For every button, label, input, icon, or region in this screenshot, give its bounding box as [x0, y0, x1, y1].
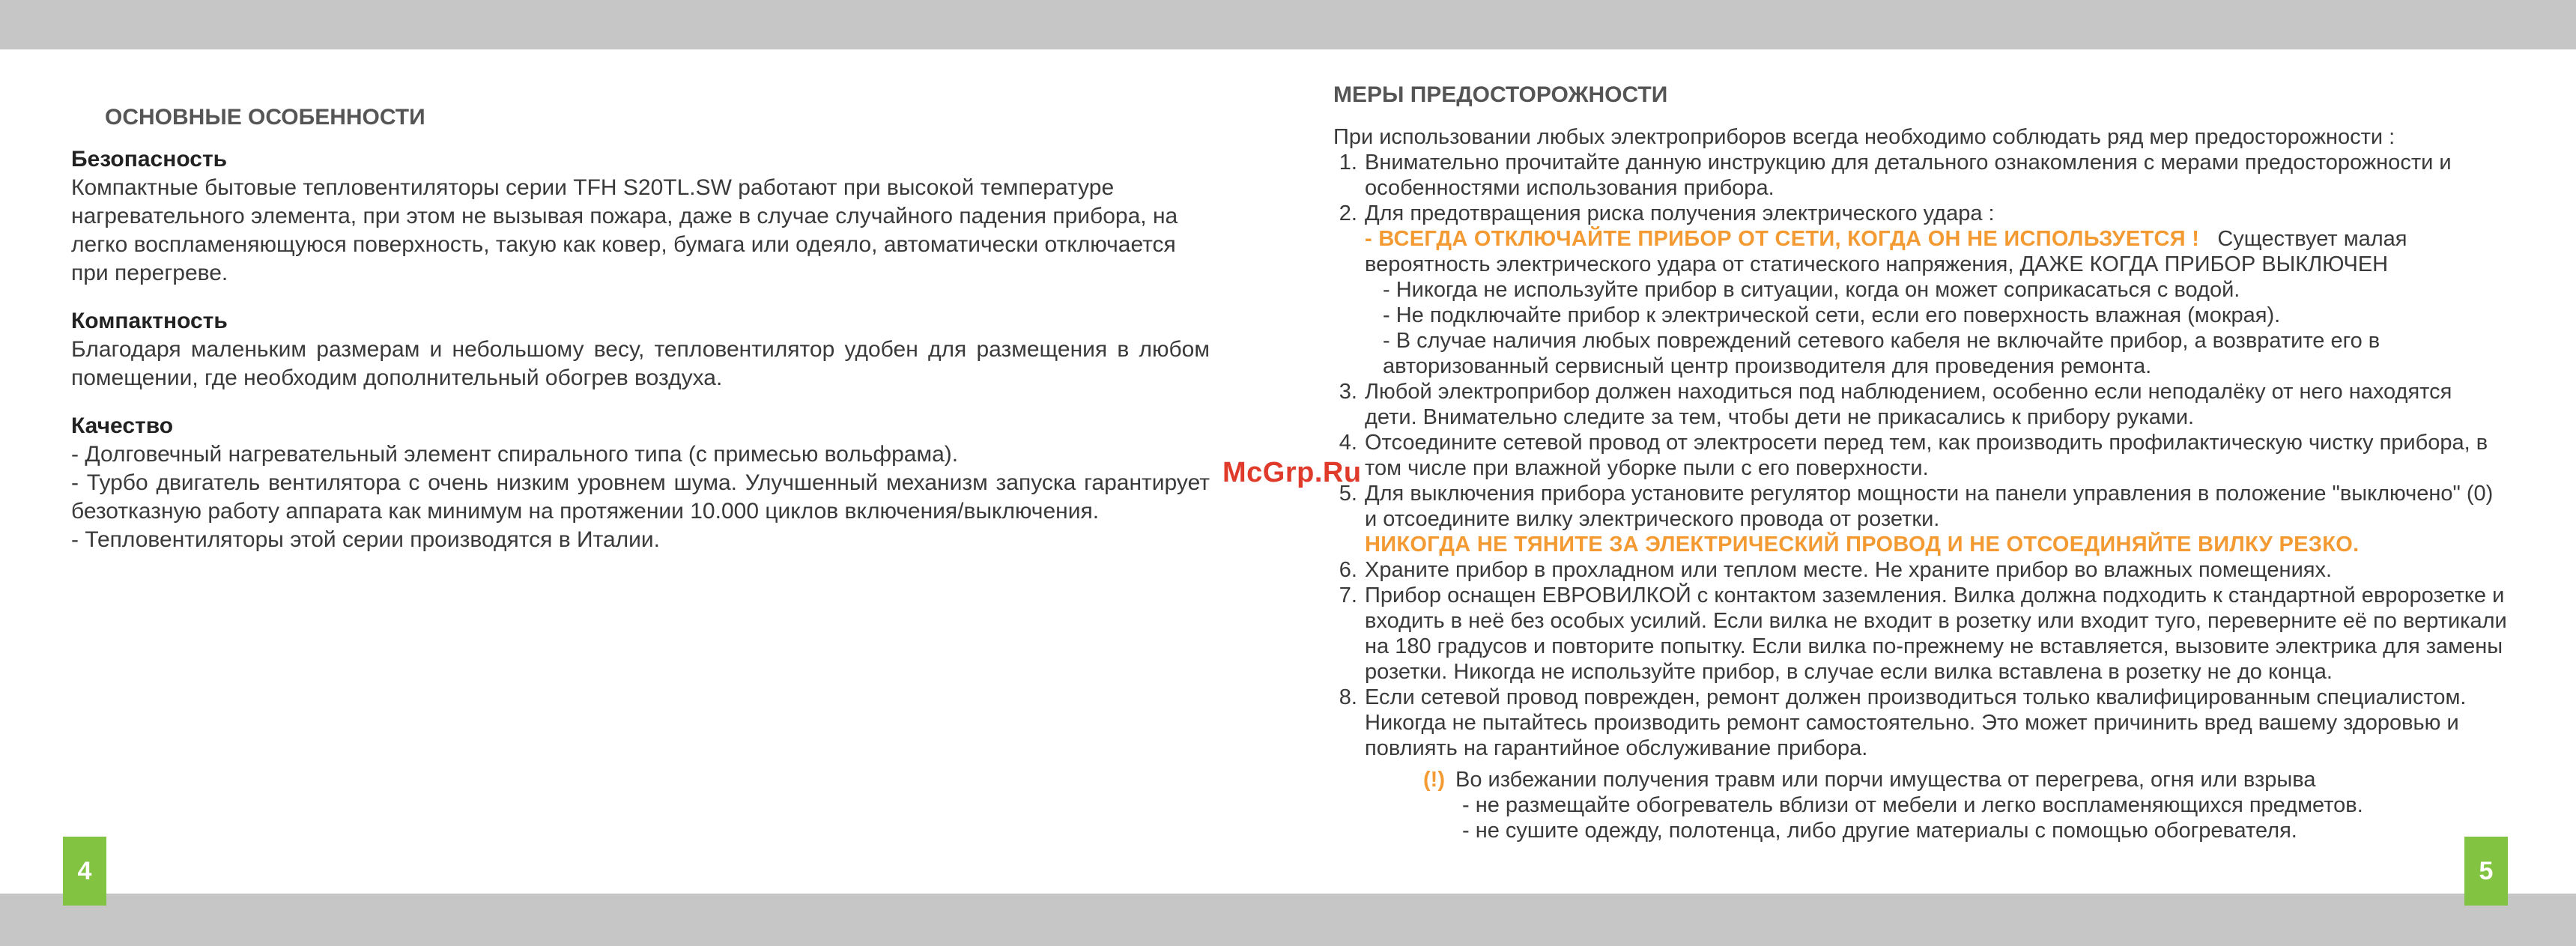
overheat-line-3: - не сушите одежду, полотенца, либо другие материалы с помощью обогревателя.	[1462, 819, 2297, 843]
safety-heading: Безопасность	[71, 147, 228, 172]
right-page	[1333, 82, 2509, 843]
warning-cord: НИКОГДА НЕ ТЯНИТЕ ЗА ЭЛЕКТРИЧЕСКИЙ ПРОВОД И НЕ ОТСОЕДИНЯЙТЕ ВИЛКУ РЕЗКО.	[1365, 533, 2360, 557]
overheat-warning: (!) Во избежании получения травм или порчи имущества от перегрева, огня или взрыва - не размещайте обогреватель вблизи от мебели и легко воспламеняющихся предметов. - не сушите одежду, полотенца, либо другие материалы с помощью обогревателя.	[1423, 767, 2509, 843]
precautions-title: МЕРЫ ПРЕДОСТОРОЖНОСТИ	[1333, 82, 1668, 107]
shock-subitem-3: - В случае наличия любых повреждений сетевого кабеля не включайте прибор, а возвратите его в авторизованный сервисный центр производителя для проведения ремонта.	[1381, 328, 2509, 379]
precaution-item-2: 2. Для предотвращения риска получения электрического удара : - ВСЕГДА ОТКЛЮЧАЙТЕ ПРИБОР ОТ СЕТИ, КОГДА ОН НЕ ИСПОЛЬЗУЕТСЯ ! Существует малая вероятность электрического удара от статического напряжения, ДАЖЕ КОГДА ПРИБОР ВЫКЛЮЧЕН - Никогда не используйте прибор в ситуации, когда он может соприкасаться с водой. - Не подключайте прибор к электрической сети, если его поверхность влажная (мокрая). - В случае наличия любых повреждений сетевого кабеля не включайте прибор, а возвратите его в авторизованный сервисный центр производителя для проведения ремонта.	[1363, 201, 2509, 379]
features-title: ОСНОВНЫЕ ОСОБЕННОСТИ	[105, 105, 425, 130]
shock-sublist	[1365, 277, 2509, 379]
bottom-band	[0, 894, 2576, 946]
page-number-left: 4	[63, 837, 106, 906]
precaution-item-6: 6. Храните прибор в прохладном или теплом месте. Не храните прибор во влажных помещениях.	[1363, 557, 2509, 583]
watermark: McGrp.Ru	[1222, 457, 1362, 488]
precaution-item-1: 1. Внимательно прочитайте данную инструкцию для детального ознакомления с мерами предосторожности и особенностями использования прибора.	[1363, 150, 2509, 201]
precaution-item-3: 3. Любой электроприбор должен находиться под наблюдением, особенно если неподалёку от него находятся дети. Внимательно следите за тем, чтобы дети не прикасались к прибору руками.	[1363, 379, 2509, 430]
warning-unplug: - ВСЕГДА ОТКЛЮЧАЙТЕ ПРИБОР ОТ СЕТИ, КОГДА ОН НЕ ИСПОЛЬЗУЕТСЯ !	[1365, 227, 2200, 251]
page-number-right: 5	[2464, 837, 2508, 906]
warning-icon: (!)	[1423, 768, 1445, 792]
precaution-item-5: 5. Для выключения прибора установите регулятор мощности на панели управления в положение "выключено" (0) и отсоедините вилку электрического провода от розетки. НИКОГДА НЕ ТЯНИТЕ ЗА ЭЛЕКТРИЧЕСКИЙ ПРОВОД И НЕ ОТСОЕДИНЯЙТЕ ВИЛКУ РЕЗКО.	[1363, 481, 2509, 557]
static-warning-text: Существует малая вероятность электрического удара от статического напряжения, ДАЖЕ КОГДА ПРИБОР ВЫКЛЮЧЕН	[1365, 227, 2407, 276]
overheat-line-2: - не размещайте обогреватель вблизи от мебели и легко воспламеняющихся предметов.	[1462, 793, 2363, 817]
quality-heading: Качество	[71, 413, 174, 438]
precautions-intro: При использовании любых электроприборов всегда необходимо соблюдать ряд мер предосторожности :	[1333, 125, 2395, 149]
precaution-item-7: 7. Прибор оснащен ЕВРОВИЛКОЙ с контактом заземления. Вилка должна подходить к стандартной евророзетке и входить в неё без особых усилий. Если вилка не входит в розетку или входит туго, переверните её по вертикали на 180 градусов и повторите попытку. Если вилка по-прежнему не вставляется, вызовите электрика для замены розетки. Никогда не используйте прибор, в случае если вилка вставлена в розетку не до конца.	[1363, 583, 2509, 685]
shock-subitem-1: - Никогда не используйте прибор в ситуации, когда он может соприкасаться с водой.	[1381, 277, 2509, 303]
top-band	[0, 0, 2576, 49]
shock-subitem-2: - Не подключайте прибор к электрической сети, если его поверхность влажная (мокрая).	[1381, 303, 2509, 328]
precaution-item-8: 8. Если сетевой провод поврежден, ремонт должен производиться только квалифицированным специалистом. Никогда не пытайтесь производить ремонт самостоятельно. Это может причинить вред вашему здоровью и повлиять на гарантийное обслуживание прибора.	[1363, 685, 2509, 761]
compact-text: Благодаря маленьким размерам и небольшому весу, тепловентилятор удобен для размещения в любом помещении, где необходим дополнительный обогрев воздуха.	[71, 337, 1210, 390]
precautions-list	[1333, 150, 2509, 761]
quality-item-3: - Тепловентиляторы этой серии производятся в Италии.	[71, 527, 661, 552]
quality-item-1: - Долговечный нагревательный элемент спирального типа (с примесью вольфрама).	[71, 442, 959, 467]
precaution-item-4: 4. Отсоедините сетевой провод от электросети перед тем, как производить профилактическую чистку прибора, в том числе при влажной уборке пыли с его поверхности.	[1363, 430, 2509, 481]
compact-heading: Компактность	[71, 309, 228, 333]
left-page	[71, 103, 1210, 554]
safety-text: Компактные бытовые тепловентиляторы серии TFH S20TL.SW работают при высокой температуре нагревательного элемента, при этом не вызывая пожара, даже в случае случайного падения прибора, на легко воспламеняющуюся поверхность, такую как ковер, бумага или одеяло, автоматически отключается при перегреве.	[71, 175, 1178, 285]
quality-item-2: - Турбо двигатель вентилятора с очень низким уровнем шума. Улучшенный механизм запуска гарантирует безотказную работу аппарата как минимум на протяжении 10.000 циклов включения/выключения.	[71, 470, 1210, 524]
